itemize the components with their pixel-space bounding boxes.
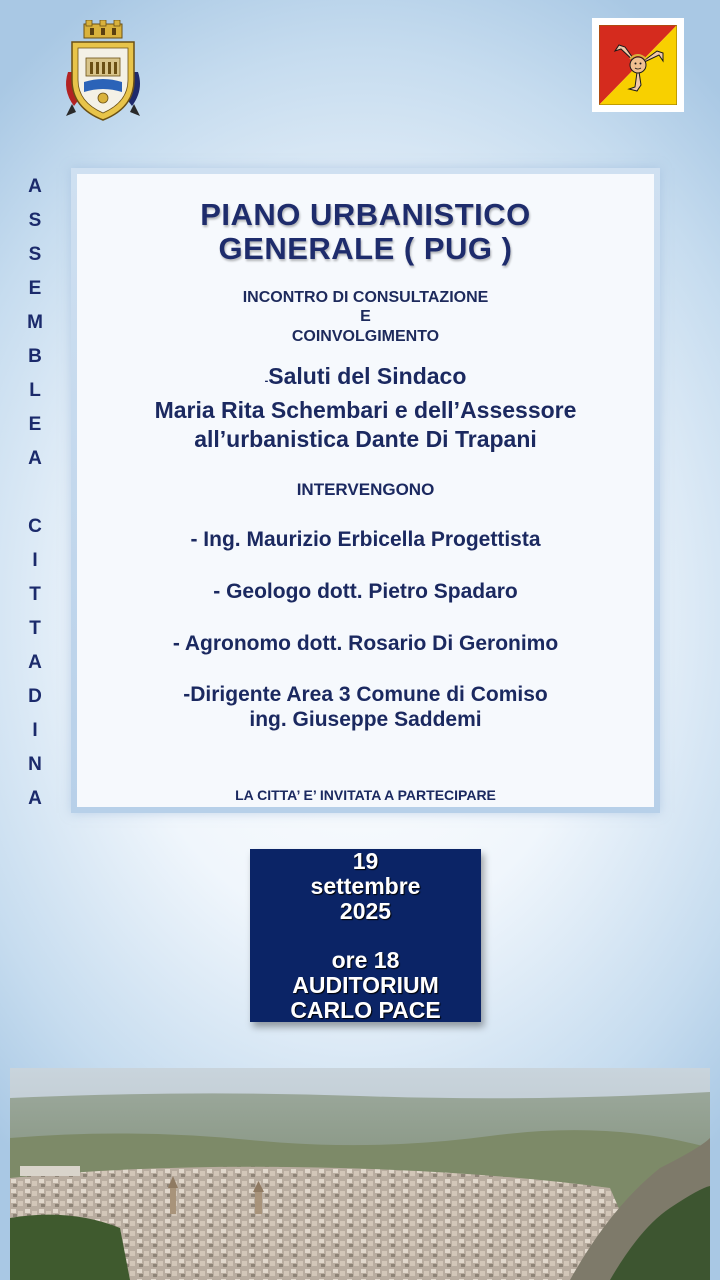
subtitle-line-3: COINVOLGIMENTO <box>291 328 440 345</box>
speaker-saddemi <box>77 682 654 732</box>
city-panorama-image <box>10 1068 710 1280</box>
subtitle-line-1: INCONTRO DI CONSULTAZIONE <box>242 289 489 306</box>
page-title <box>77 198 654 266</box>
vertical-letter: E <box>28 414 42 435</box>
vertical-letter: M <box>27 312 43 333</box>
event-year: 2025 <box>339 898 392 924</box>
intervengono-heading: INTERVENGONO <box>296 480 435 499</box>
vertical-letter: A <box>28 448 42 469</box>
greeting-line-3: all’urbanistica Dante Di Trapani <box>194 426 537 452</box>
sicily-flag-logo <box>592 18 684 112</box>
vertical-gap <box>22 476 48 510</box>
vertical-letter: S <box>28 210 42 231</box>
event-day: 19 <box>352 848 379 874</box>
date-spacer <box>250 924 481 948</box>
info-panel <box>71 168 660 813</box>
title-line-1: PIANO URBANISTICO <box>200 197 531 232</box>
event-date-box <box>250 849 481 1022</box>
sicily-trinacria-flag-icon <box>599 25 677 105</box>
greeting <box>77 362 654 454</box>
subtitle-line-2: E <box>360 308 371 325</box>
vertical-letter: I <box>32 550 38 571</box>
subtitle <box>77 286 654 348</box>
speaker-spadaro: - Geologo dott. Pietro Spadaro <box>213 580 518 603</box>
event-venue-line-2: CARLO PACE <box>290 997 441 1023</box>
speaker-di-geronimo: - Agronomo dott. Rosario Di Geronimo <box>172 632 559 655</box>
vertical-letter: A <box>28 652 42 673</box>
vertical-letter: S <box>28 244 42 265</box>
event-time: ore 18 <box>331 947 400 973</box>
vertical-letter: A <box>28 788 42 809</box>
greeting-dash: - <box>264 375 269 387</box>
title-line-2: GENERALE ( PUG ) <box>218 231 513 266</box>
vertical-letter: L <box>29 380 41 401</box>
vertical-letter: T <box>29 584 41 605</box>
speaker-saddemi-line-1: -Dirigente Area 3 Comune di Comiso <box>183 683 548 706</box>
invite-text: LA CITTA’ E’ INVITATA A PARTECIPARE <box>235 787 496 803</box>
event-month: settembre <box>310 873 421 899</box>
greeting-line-1 <box>77 362 654 396</box>
vertical-letter: I <box>32 720 38 741</box>
vertical-letter: T <box>29 618 41 639</box>
greeting-line-1-text: Saluti del Sindaco <box>268 363 467 389</box>
vertical-letter: E <box>28 278 42 299</box>
vertical-letter: C <box>28 516 42 537</box>
vertical-letter: A <box>28 176 42 197</box>
greeting-line-2: Maria Rita Schembari e dell’Assessore <box>154 397 577 423</box>
speaker-erbicella: - Ing. Maurizio Erbicella Progettista <box>190 528 541 551</box>
vertical-title-assemblea-cittadina <box>22 170 48 816</box>
speaker-saddemi-line-2: ing. Giuseppe Saddemi <box>249 708 482 731</box>
comune-coat-of-arms-icon <box>60 20 146 124</box>
event-venue-line-1: AUDITORIUM <box>292 972 439 998</box>
vertical-letter: D <box>28 686 42 707</box>
vertical-letter: N <box>28 754 42 775</box>
vertical-letter: B <box>28 346 42 367</box>
